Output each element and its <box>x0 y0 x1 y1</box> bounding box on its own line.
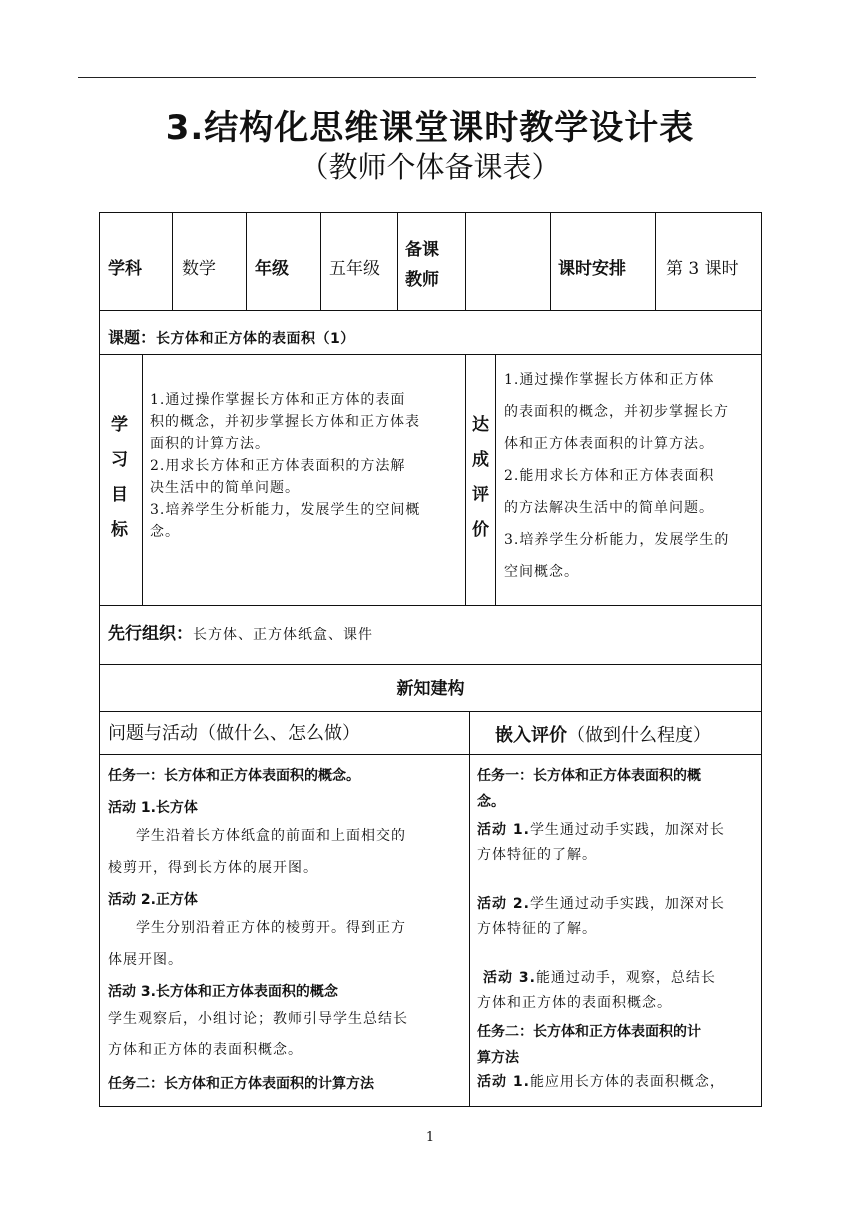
grade-label: 年级 <box>255 259 289 279</box>
label-char: 学 <box>111 415 128 435</box>
section-title: 新知建构 <box>396 679 465 699</box>
label-char: 价 <box>472 520 489 540</box>
teacher-label-line: 备课 <box>405 240 439 260</box>
schedule-value: 第 3 课时 <box>666 259 739 279</box>
task-heading: 念。 <box>477 794 505 810</box>
topic <box>108 325 355 351</box>
page-number: 1 <box>425 1130 435 1145</box>
col-divider <box>550 213 551 310</box>
col-divider <box>655 213 656 310</box>
text-line: 面积的计算方法。 <box>150 436 270 452</box>
schedule-label: 课时安排 <box>558 259 626 279</box>
text-line: 能通过动手，观察，总结长 <box>535 970 716 986</box>
advance-organizer <box>108 621 373 647</box>
task-heading: 算方法 <box>477 1050 519 1066</box>
text-line: 学生通过动手实践，加深对长 <box>529 822 725 838</box>
text-line: 学生分别沿着正方体的棱剪开。得到正方 <box>136 920 406 936</box>
text-line: 2.用求长方体和正方体表面积的方法解 <box>150 458 406 474</box>
activity-label: 活动 3. <box>483 970 536 986</box>
grade-value: 五年级 <box>329 259 380 279</box>
row-divider <box>100 664 761 665</box>
text-line: 空间概念。 <box>504 564 579 580</box>
row-divider <box>100 754 761 755</box>
text-line: 的表面积的概念，并初步掌握长方 <box>504 404 729 420</box>
page-subtitle: （教师个体备课表） <box>299 150 561 184</box>
advance-organizer-value: 长方体、正方体纸盒、课件 <box>193 627 373 643</box>
right-header-rest: （做到什么程度） <box>567 725 711 746</box>
col-divider <box>172 213 173 310</box>
row-divider <box>100 354 761 355</box>
text-line: 积的概念，并初步掌握长方体和正方体表 <box>150 414 420 430</box>
label-char: 成 <box>472 450 489 470</box>
evaluation-column <box>477 763 759 1093</box>
header-rule <box>78 77 756 78</box>
subject-value: 数学 <box>182 259 216 279</box>
text-line: 3.培养学生分析能力，发展学生的空间概 <box>150 502 421 518</box>
text-line: 学生观察后，小组讨论；教师引导学生总结长 <box>108 1011 408 1027</box>
label-char: 目 <box>111 485 128 505</box>
task-heading: 任务一：长方体和正方体表面积的概念。 <box>108 768 360 784</box>
text-line: 学生沿着长方体纸盒的前面和上面相交的 <box>136 828 406 844</box>
text-line: 念。 <box>150 524 180 540</box>
row-divider <box>100 605 761 606</box>
col-divider <box>246 213 247 310</box>
text-line: 决生活中的简单问题。 <box>150 480 300 496</box>
teacher-label <box>405 235 439 295</box>
page-title: 3.结构化思维课堂课时教学设计表 <box>165 108 695 148</box>
evaluation-label <box>472 408 494 548</box>
label-char: 习 <box>111 450 128 470</box>
text-line: 体和正方体表面积的计算方法。 <box>504 436 714 452</box>
text-line: 能应用长方体的表面积概念， <box>529 1074 725 1090</box>
task-heading: 任务一：长方体和正方体表面积的概 <box>477 768 701 784</box>
text-line: 方体特征的了解。 <box>477 921 597 937</box>
task-heading: 任务二：长方体和正方体表面积的计算方法 <box>108 1076 374 1092</box>
label-char: 评 <box>472 485 489 505</box>
subject-label: 学科 <box>108 259 142 279</box>
row-divider <box>100 711 761 712</box>
text-line: 方体和正方体的表面积概念。 <box>108 1042 303 1058</box>
right-column-header <box>495 723 711 749</box>
advance-organizer-label: 先行组织： <box>108 624 193 644</box>
col-divider <box>142 354 143 605</box>
col-divider <box>320 213 321 310</box>
col-divider <box>495 354 496 605</box>
col-divider <box>465 354 466 605</box>
text-line: 的方法解决生活中的简单问题。 <box>504 500 714 516</box>
lesson-plan-table <box>99 212 762 1107</box>
text-line: 体展开图。 <box>108 952 183 968</box>
text-line: 方体特征的了解。 <box>477 847 597 863</box>
topic-label: 课题： <box>108 328 157 347</box>
text-line: 1.通过操作掌握长方体和正方体 <box>504 372 715 388</box>
label-char: 达 <box>472 415 489 435</box>
text-line: 2.能用求长方体和正方体表面积 <box>504 468 715 484</box>
col-divider <box>397 213 398 310</box>
text-line: 方体和正方体的表面积概念。 <box>477 995 672 1011</box>
activity-title: 活动 1.长方体 <box>108 800 198 816</box>
activities-column <box>108 763 464 1097</box>
teacher-label-line: 教师 <box>405 270 439 290</box>
text-line: 1.通过操作掌握长方体和正方体的表面 <box>150 392 406 408</box>
task-heading: 任务二：长方体和正方体表面积的计 <box>477 1024 701 1040</box>
right-header-bold: 嵌入评价 <box>495 725 567 746</box>
objectives-text <box>150 389 462 543</box>
activity-label: 活动 1. <box>477 822 530 838</box>
activity-title: 活动 3.长方体和正方体表面积的概念 <box>108 984 338 1000</box>
label-char: 标 <box>111 520 128 540</box>
text-line: 棱剪开，得到长方体的展开图。 <box>108 860 318 876</box>
activity-label: 活动 1. <box>477 1074 530 1090</box>
text-line: 3.培养学生分析能力，发展学生的 <box>504 532 730 548</box>
activity-label: 活动 2. <box>477 896 530 912</box>
activity-title: 活动 2.正方体 <box>108 892 198 908</box>
left-column-header: 问题与活动（做什么、怎么做） <box>108 723 360 744</box>
row-divider <box>100 310 761 311</box>
objectives-label <box>111 408 133 548</box>
col-divider <box>465 213 466 310</box>
evaluation-text <box>504 364 760 588</box>
col-divider <box>469 711 470 1106</box>
topic-value: 长方体和正方体的表面积（1） <box>156 331 355 347</box>
text-line: 学生通过动手实践，加深对长 <box>529 896 725 912</box>
